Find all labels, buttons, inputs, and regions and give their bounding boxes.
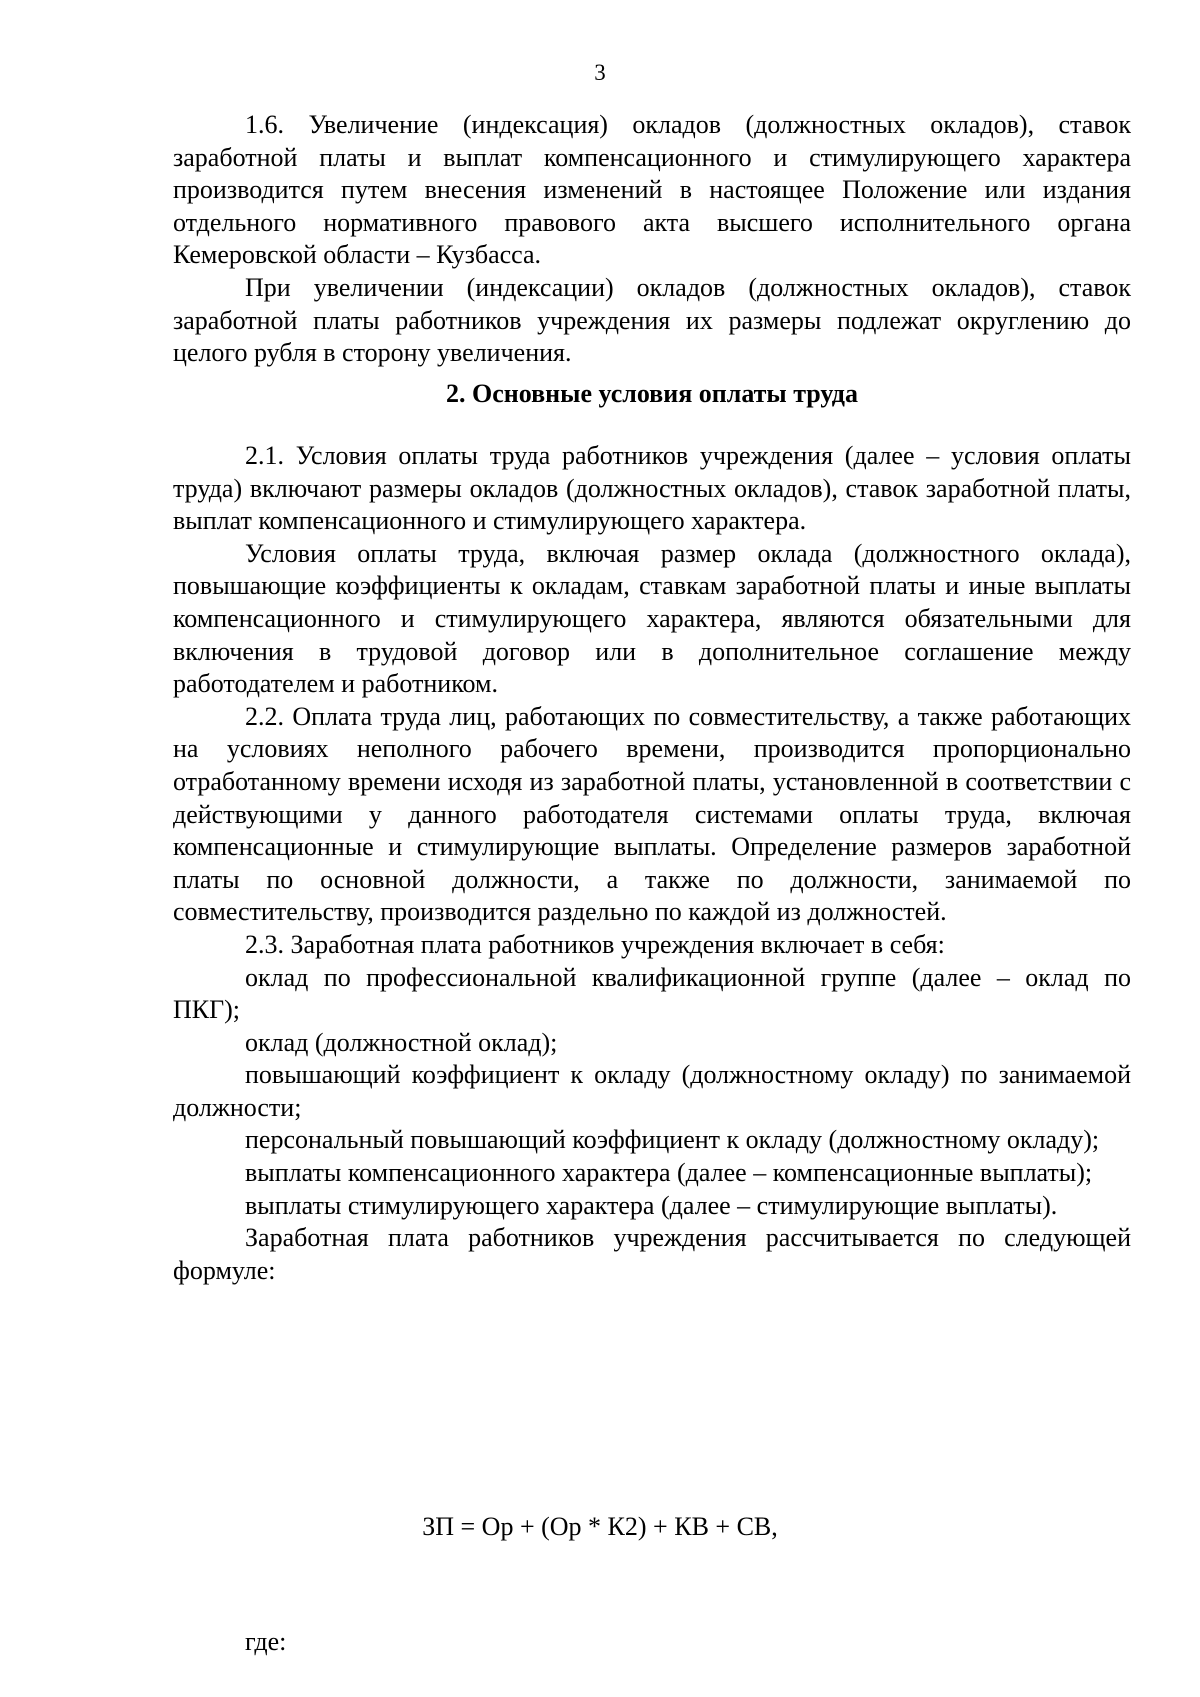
section-1-6 <box>173 109 1131 370</box>
paragraph: При увеличении (индексации) окладов (должностных окладов), ставок заработной платы работников учреждения их размеры подлежат округлению до целого рубля в сторону увеличения. <box>173 272 1131 368</box>
paragraph: 1.6. Увеличение (индексация) окладов (должностных окладов), ставок заработной платы и выплат компенсационного и стимулирующего характера производится путем внесения изменений в настоящее Положение или издания отдельного нормативного правового акта высшего исполнительного органа Кемеровской области – Кузбасса. <box>173 110 1131 270</box>
list-item: выплаты компенсационного характера (далее – компенсационные выплаты); <box>245 1158 1093 1188</box>
paragraph: 2.1. Условия оплаты труда работников учреждения (далее – условия оплаты труда) включают размеры окладов (должностных окладов), ставок заработной платы, выплат компенсационного и стимулирующего характера. <box>173 441 1131 536</box>
where-label: где: <box>245 1627 287 1656</box>
list-item: выплаты стимулирующего характера (далее – стимулирующие выплаты). <box>245 1190 1058 1220</box>
section-2-body <box>173 440 1131 1287</box>
paragraph: 2.2. Оплата труда лиц, работающих по совместительству, а также работающих на условиях неполного рабочего времени, производится пропорционально отработанному времени исходя из заработной платы, установленной в соответствии с действующими у данного работодателя системами оплаты труда, включая компенсационные и стимулирующие выплаты. Определение размеров заработной платы по основной должности, а также по должности, занимаемой по совместительству, производится раздельно по каждой из должностей. <box>173 701 1131 927</box>
salary-formula: ЗП = Ор + (Ор * К2) + КВ + СВ, <box>422 1512 778 1541</box>
list-item: персональный повышающий коэффициент к окладу (должностному окладу); <box>245 1125 1100 1155</box>
paragraph: 2.3. Заработная плата работников учреждения включает в себя: <box>245 929 945 959</box>
page-number: 3 <box>594 60 606 85</box>
paragraph: Заработная плата работников учреждения рассчитывается по следующей формуле: <box>173 1223 1131 1285</box>
list-item: оклад по профессиональной квалификационной группе (далее – оклад по ПКГ); <box>173 962 1131 1025</box>
list-item: повышающий коэффициент к окладу (должностному окладу) по занимаемой должности; <box>173 1060 1131 1122</box>
section-2-heading-block <box>173 378 1131 411</box>
section-heading: 2. Основные условия оплаты труда <box>446 379 858 408</box>
list-item: оклад (должностной оклад); <box>245 1027 558 1057</box>
paragraph: Условия оплаты труда, включая размер оклада (должностного оклада), повышающие коэффициенты к окладам, ставкам заработной платы и иные выплаты компенсационного и стимулирующего характера, являются обязательными для включения в трудовой договор или в дополнительное соглашение между работодателем и работником. <box>173 538 1131 699</box>
